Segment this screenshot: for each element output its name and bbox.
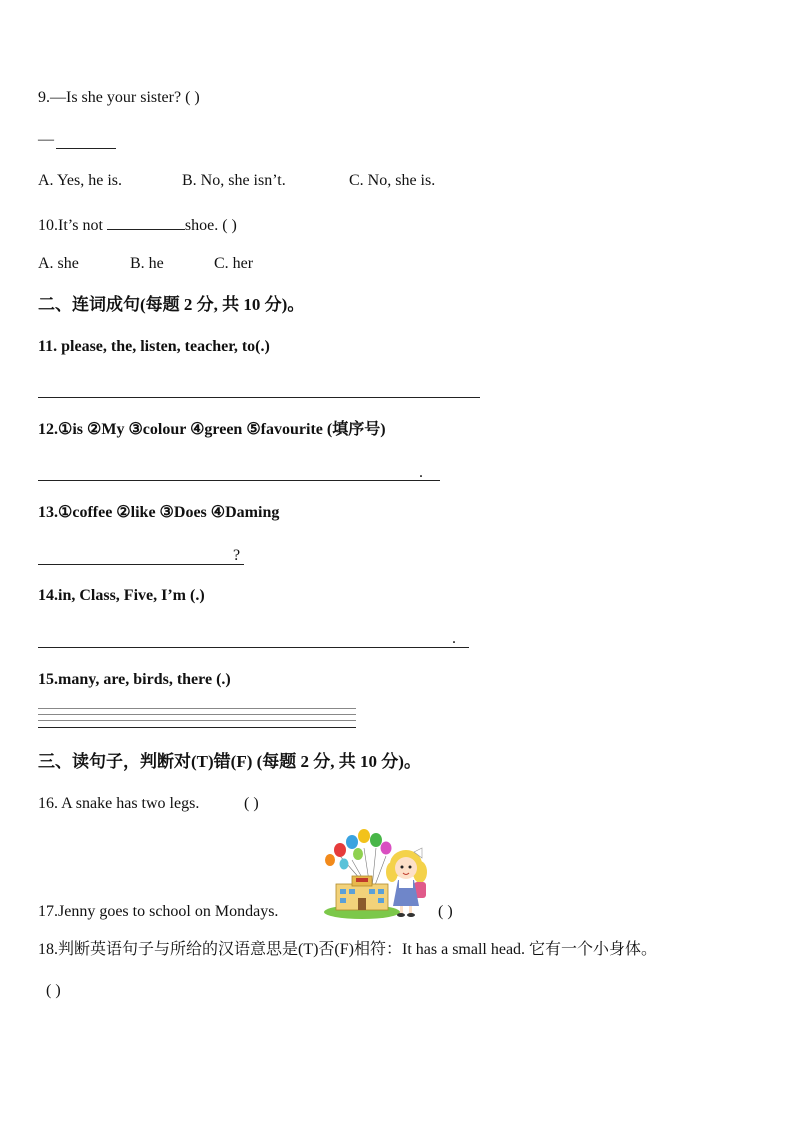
q12-answer-line[interactable] <box>38 480 440 481</box>
q14-answer-line[interactable] <box>38 647 469 648</box>
girl-with-balloons-at-school-icon <box>322 826 434 920</box>
q9-reply-dash: — <box>38 131 54 148</box>
q16-prompt: 16. A snake has two legs. <box>38 795 200 812</box>
q9-option-c: C. No, she is. <box>349 172 436 189</box>
q17-answer-paren[interactable]: ( ) <box>438 903 453 920</box>
q13-end-mark: ? <box>233 547 241 564</box>
q15-writing-line-2[interactable] <box>38 714 356 715</box>
q10-option-b: B. he <box>130 255 164 272</box>
q15-writing-line-1[interactable] <box>38 708 356 709</box>
q10-blank[interactable] <box>107 213 185 230</box>
q15-writing-line-4[interactable] <box>38 727 356 728</box>
q16-answer-paren[interactable]: ( ) <box>244 795 259 812</box>
q15-writing-line-3[interactable] <box>38 720 356 721</box>
q10-option-c: C. her <box>214 255 254 272</box>
q15-prompt: 15.many, are, birds, there (.) <box>38 671 231 688</box>
q9-answer-blank[interactable] <box>56 148 116 149</box>
q9-option-b: B. No, she isn’t. <box>182 172 286 189</box>
q13-answer-line[interactable] <box>38 564 244 565</box>
q12-prompt: 12.①is ②My ③colour ④green ⑤favourite (填序号) <box>38 421 386 438</box>
section2-title: 二、连词成句(每题 2 分, 共 10 分)。 <box>38 295 305 314</box>
q18-answer-paren[interactable]: ( ) <box>46 982 61 999</box>
q11-answer-line[interactable] <box>38 397 480 398</box>
q12-end-mark: . <box>419 464 423 481</box>
q10-option-a: A. she <box>38 255 79 272</box>
section3-title: 三、读句子，判断对(T)错(F) (每题 2 分, 共 10 分)。 <box>38 752 421 771</box>
q9-stem: 9.—Is she your sister? ( ) <box>38 89 200 106</box>
q14-end-mark: . <box>452 630 456 647</box>
q14-prompt: 14.in, Class, Five, I’m (.) <box>38 587 205 604</box>
q13-prompt: 13.①coffee ②like ③Does ④Daming <box>38 504 280 521</box>
q9-option-a: A. Yes, he is. <box>38 172 123 189</box>
q10-prefix: 10.It’s not <box>38 217 107 234</box>
q18-prompt: 18.判断英语句子与所给的汉语意思是(T)否(F)相符：It has a small head. 它有一个小身体。 <box>38 941 658 958</box>
q17-prompt: 17.Jenny goes to school on Mondays. <box>38 903 279 920</box>
q11-prompt: 11. please, the, listen, teacher, to(.) <box>38 338 270 355</box>
q10-suffix: shoe. ( ) <box>184 217 237 234</box>
q10-stem <box>38 213 237 236</box>
